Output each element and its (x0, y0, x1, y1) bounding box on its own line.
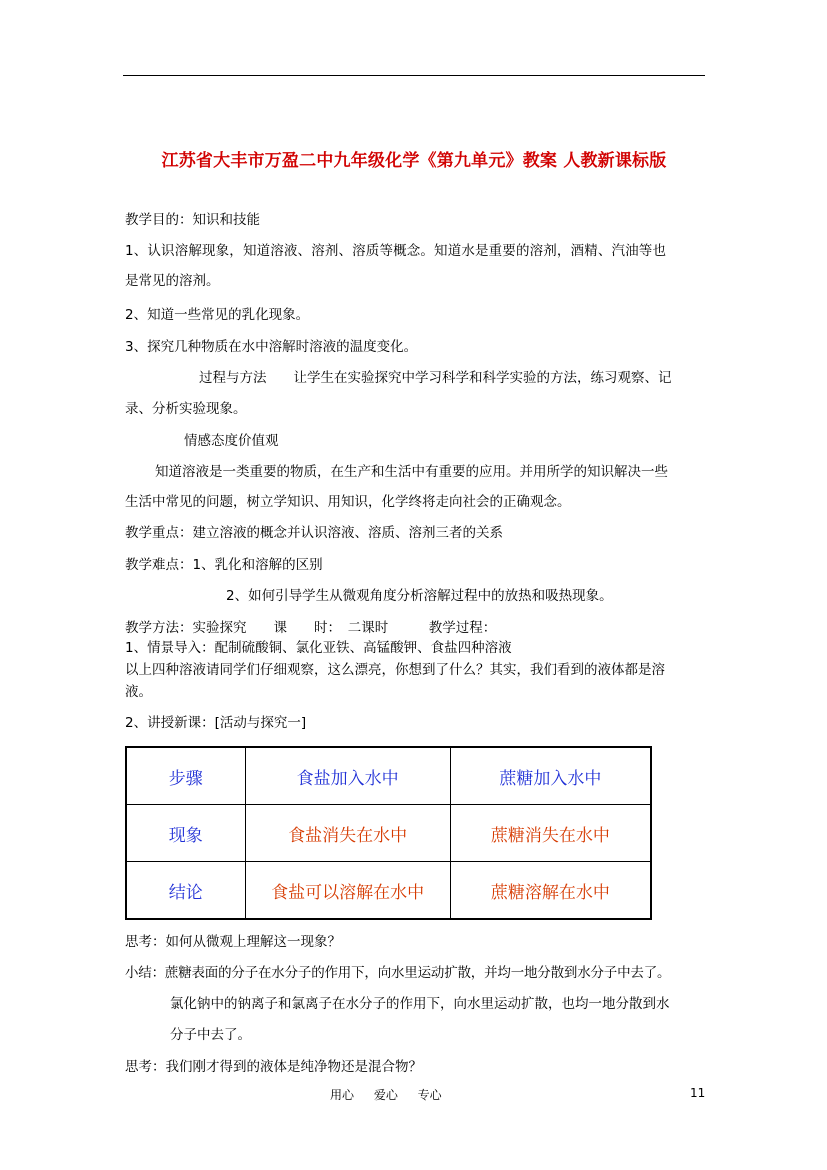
difficulty: 教学难点：1、乳化和溶解的区别 (125, 557, 323, 573)
table-cell: 蔗糖溶解在水中 (450, 862, 651, 920)
table-row (126, 862, 651, 920)
key-point: 教学重点：建立溶液的概念并认识溶液、溶质、溶剂三者的关系 (125, 525, 503, 541)
goal-item-1-cont: 是常见的溶剂。 (125, 273, 220, 289)
table-cell: 蔗糖消失在水中 (450, 805, 651, 862)
summary: 小结：蔗糖表面的分子在水分子的作用下，向水里运动扩散，并均一地分散到水分子中去了。 (125, 965, 671, 981)
table-cell: 蔗糖加入水中 (450, 747, 651, 805)
header-rule (123, 75, 705, 76)
page-number: 11 (690, 1086, 706, 1100)
goal-item-3: 3、探究几种物质在水中溶解时溶液的温度变化。 (125, 339, 418, 355)
table-row (126, 805, 651, 862)
process-method: 过程与方法 让学生在实验探究中学习科学和科学实验的方法，练习观察、记 (199, 370, 672, 386)
page-title: 江苏省大丰市万盈二中九年级化学《第九单元》教案 人教新课标版 (161, 151, 667, 171)
intro-text: 以上四种溶液请同学们仔细观察，这么漂亮，你想到了什么？其实，我们看到的液体都是溶 (125, 662, 665, 678)
emotion-text-cont: 生活中常见的问题，树立学知识、用知识，化学终将走向社会的正确观念。 (125, 494, 571, 510)
goal-item-2: 2、知道一些常见的乳化现象。 (125, 307, 310, 323)
emotion-text: 知道溶液是一类重要的物质，在生产和生活中有重要的应用。并用所学的知识解决一些 (155, 464, 668, 480)
difficulty-2: 2、如何引导学生从微观角度分析溶解过程中的放热和吸热现象。 (226, 588, 613, 604)
goal-item-1: 1、认识溶解现象，知道溶液、溶剂、溶质等概念。知道水是重要的溶剂，酒精、汽油等也 (125, 243, 667, 259)
process-method-cont: 录、分析实验现象。 (125, 401, 247, 417)
experiment-table (125, 746, 652, 920)
table-cell: 结论 (126, 862, 245, 920)
table-cell: 食盐可以溶解在水中 (245, 862, 450, 920)
method-line: 教学方法：实验探究 课 时： 二课时 教学过程： (125, 620, 497, 636)
question-1: 思考：如何从微观上理解这一现象？ (125, 934, 341, 950)
table-cell: 食盐加入水中 (245, 747, 450, 805)
intro-line: 1、情景导入：配制硫酸铜、氯化亚铁、高锰酸钾、食盐四种溶液 (125, 640, 512, 656)
table-cell: 步骤 (126, 747, 245, 805)
table-row (126, 747, 651, 805)
question-2: 思考：我们刚才得到的液体是纯净物还是混合物？ (125, 1059, 422, 1075)
summary-cont-2: 分子中去了。 (170, 1027, 251, 1043)
footer-motto: 用心 爱心 专心 (330, 1088, 442, 1102)
table-cell: 现象 (126, 805, 245, 862)
new-lesson: 2、讲授新课：[活动与探究一] (125, 715, 307, 731)
intro-text-cont: 液。 (125, 684, 152, 700)
emotion-heading: 情感态度价值观 (184, 433, 279, 449)
teaching-goal-heading: 教学目的：知识和技能 (125, 212, 260, 228)
table-cell: 食盐消失在水中 (245, 805, 450, 862)
summary-cont: 氯化钠中的钠离子和氯离子在水分子的作用下，向水里运动扩散，也均一地分散到水 (170, 996, 670, 1012)
